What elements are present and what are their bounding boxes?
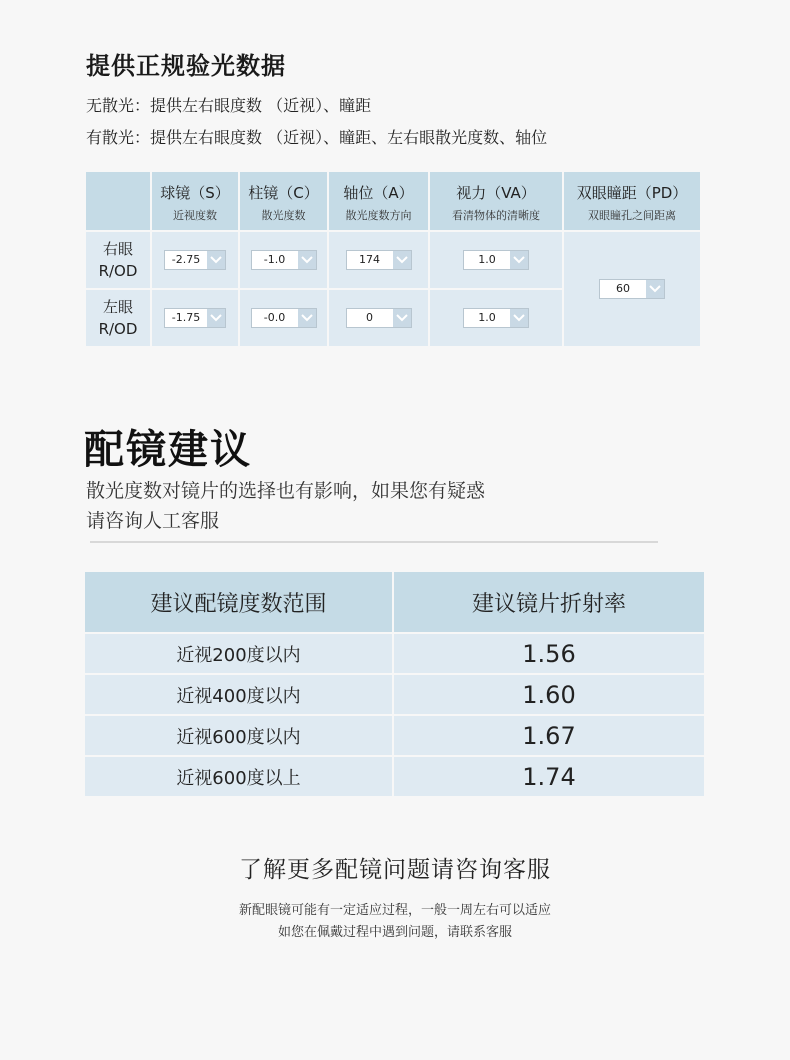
left-sphere-value: -1.75 <box>165 309 207 327</box>
rx-section-title: 提供正规验光数据 <box>86 52 286 80</box>
left-eye-label-cn: 左眼 <box>102 298 133 316</box>
range-cell: 近视200度以内 <box>84 633 393 674</box>
advice-text <box>86 476 485 536</box>
header-sphere-desc: 近视度数 <box>173 208 217 222</box>
right-cylinder-cell <box>239 231 328 289</box>
right-axis-value: 174 <box>347 251 393 269</box>
left-axis-value: 0 <box>347 309 393 327</box>
header-cylinder-desc: 散光度数 <box>261 208 306 222</box>
right-eye-row <box>85 231 701 289</box>
right-sphere-cell <box>151 231 239 289</box>
header-pd-desc: 双眼瞳孔之间距离 <box>588 208 676 222</box>
divider <box>90 541 658 543</box>
right-eye-label-code: R/OD <box>98 262 138 280</box>
left-axis-select[interactable] <box>346 308 412 328</box>
table-row <box>84 674 705 715</box>
pd-cell <box>563 231 701 347</box>
left-sphere-cell <box>151 289 239 347</box>
left-va-cell <box>429 289 563 347</box>
footer-line-2: 如您在佩戴过程中遇到问题，请联系客服 <box>277 925 512 940</box>
advice-line-2: 请咨询人工客服 <box>86 510 220 532</box>
right-va-select[interactable] <box>463 250 529 270</box>
header-sphere <box>151 171 239 231</box>
table-row <box>84 715 705 756</box>
index-cell: 1.60 <box>393 674 705 715</box>
pd-value: 60 <box>600 280 646 298</box>
left-axis-cell <box>328 289 429 347</box>
header-range: 建议配镜度数范围 <box>84 571 393 633</box>
left-cylinder-value: -0.0 <box>252 309 298 327</box>
header-index: 建议镜片折射率 <box>393 571 705 633</box>
index-cell: 1.67 <box>393 715 705 756</box>
header-cylinder-label: 柱镜（C） <box>248 183 319 202</box>
left-va-value: 1.0 <box>464 309 510 327</box>
advice-section-title: 配镜建议 <box>84 427 252 473</box>
right-eye-label-cn: 右眼 <box>102 240 133 258</box>
right-cylinder-select[interactable] <box>251 250 317 270</box>
range-cell: 近视600度以上 <box>84 756 393 797</box>
left-eye-label <box>85 289 151 347</box>
header-va-desc: 看清物体的清晰度 <box>452 208 540 222</box>
recommendation-table <box>83 570 706 798</box>
left-sphere-select[interactable] <box>164 308 226 328</box>
range-cell: 近视600度以内 <box>84 715 393 756</box>
chevron-down-icon[interactable] <box>207 251 225 269</box>
header-axis <box>328 171 429 231</box>
footer-title: 了解更多配镜问题请咨询客服 <box>239 857 551 883</box>
header-axis-desc: 散光度数方向 <box>345 208 412 222</box>
right-va-value: 1.0 <box>464 251 510 269</box>
right-axis-cell <box>328 231 429 289</box>
right-eye-label <box>85 231 151 289</box>
right-cylinder-value: -1.0 <box>252 251 298 269</box>
recommendation-header-row <box>84 571 705 633</box>
chevron-down-icon[interactable] <box>298 251 316 269</box>
pd-select[interactable] <box>599 279 665 299</box>
advice-line-1: 散光度数对镜片的选择也有影响，如果您有疑惑 <box>86 480 486 502</box>
right-sphere-select[interactable] <box>164 250 226 270</box>
header-pd <box>563 171 701 231</box>
header-va <box>429 171 563 231</box>
header-blank-cell <box>85 171 151 231</box>
left-cylinder-select[interactable] <box>251 308 317 328</box>
chevron-down-icon[interactable] <box>393 309 411 327</box>
footer-text <box>0 900 790 944</box>
header-pd-label: 双眼瞳距（PD） <box>576 183 688 202</box>
index-cell: 1.56 <box>393 633 705 674</box>
left-cylinder-cell <box>239 289 328 347</box>
header-va-label: 视力（VA） <box>456 183 536 202</box>
header-cylinder <box>239 171 328 231</box>
right-va-cell <box>429 231 563 289</box>
prescription-header-row <box>85 171 701 231</box>
left-eye-label-code: R/OD <box>98 320 138 338</box>
no-astigmatism-requirement: 无散光：提供左右眼度数 （近视）、瞳距 <box>86 96 372 115</box>
footer-line-1: 新配眼镜可能有一定适应过程，一般一周左右可以适应 <box>238 903 551 918</box>
right-axis-select[interactable] <box>346 250 412 270</box>
prescription-table <box>84 170 702 348</box>
astigmatism-requirement: 有散光：提供左右眼度数 （近视）、瞳距、左右眼散光度数、轴位 <box>86 128 548 147</box>
table-row <box>84 633 705 674</box>
chevron-down-icon[interactable] <box>510 309 528 327</box>
chevron-down-icon[interactable] <box>393 251 411 269</box>
right-sphere-value: -2.75 <box>165 251 207 269</box>
table-row <box>84 756 705 797</box>
chevron-down-icon[interactable] <box>646 280 664 298</box>
chevron-down-icon[interactable] <box>510 251 528 269</box>
range-cell: 近视400度以内 <box>84 674 393 715</box>
chevron-down-icon[interactable] <box>298 309 316 327</box>
header-sphere-label: 球镜（S） <box>160 183 230 202</box>
index-cell: 1.74 <box>393 756 705 797</box>
chevron-down-icon[interactable] <box>207 309 225 327</box>
left-va-select[interactable] <box>463 308 529 328</box>
header-axis-label: 轴位（A） <box>343 183 414 202</box>
